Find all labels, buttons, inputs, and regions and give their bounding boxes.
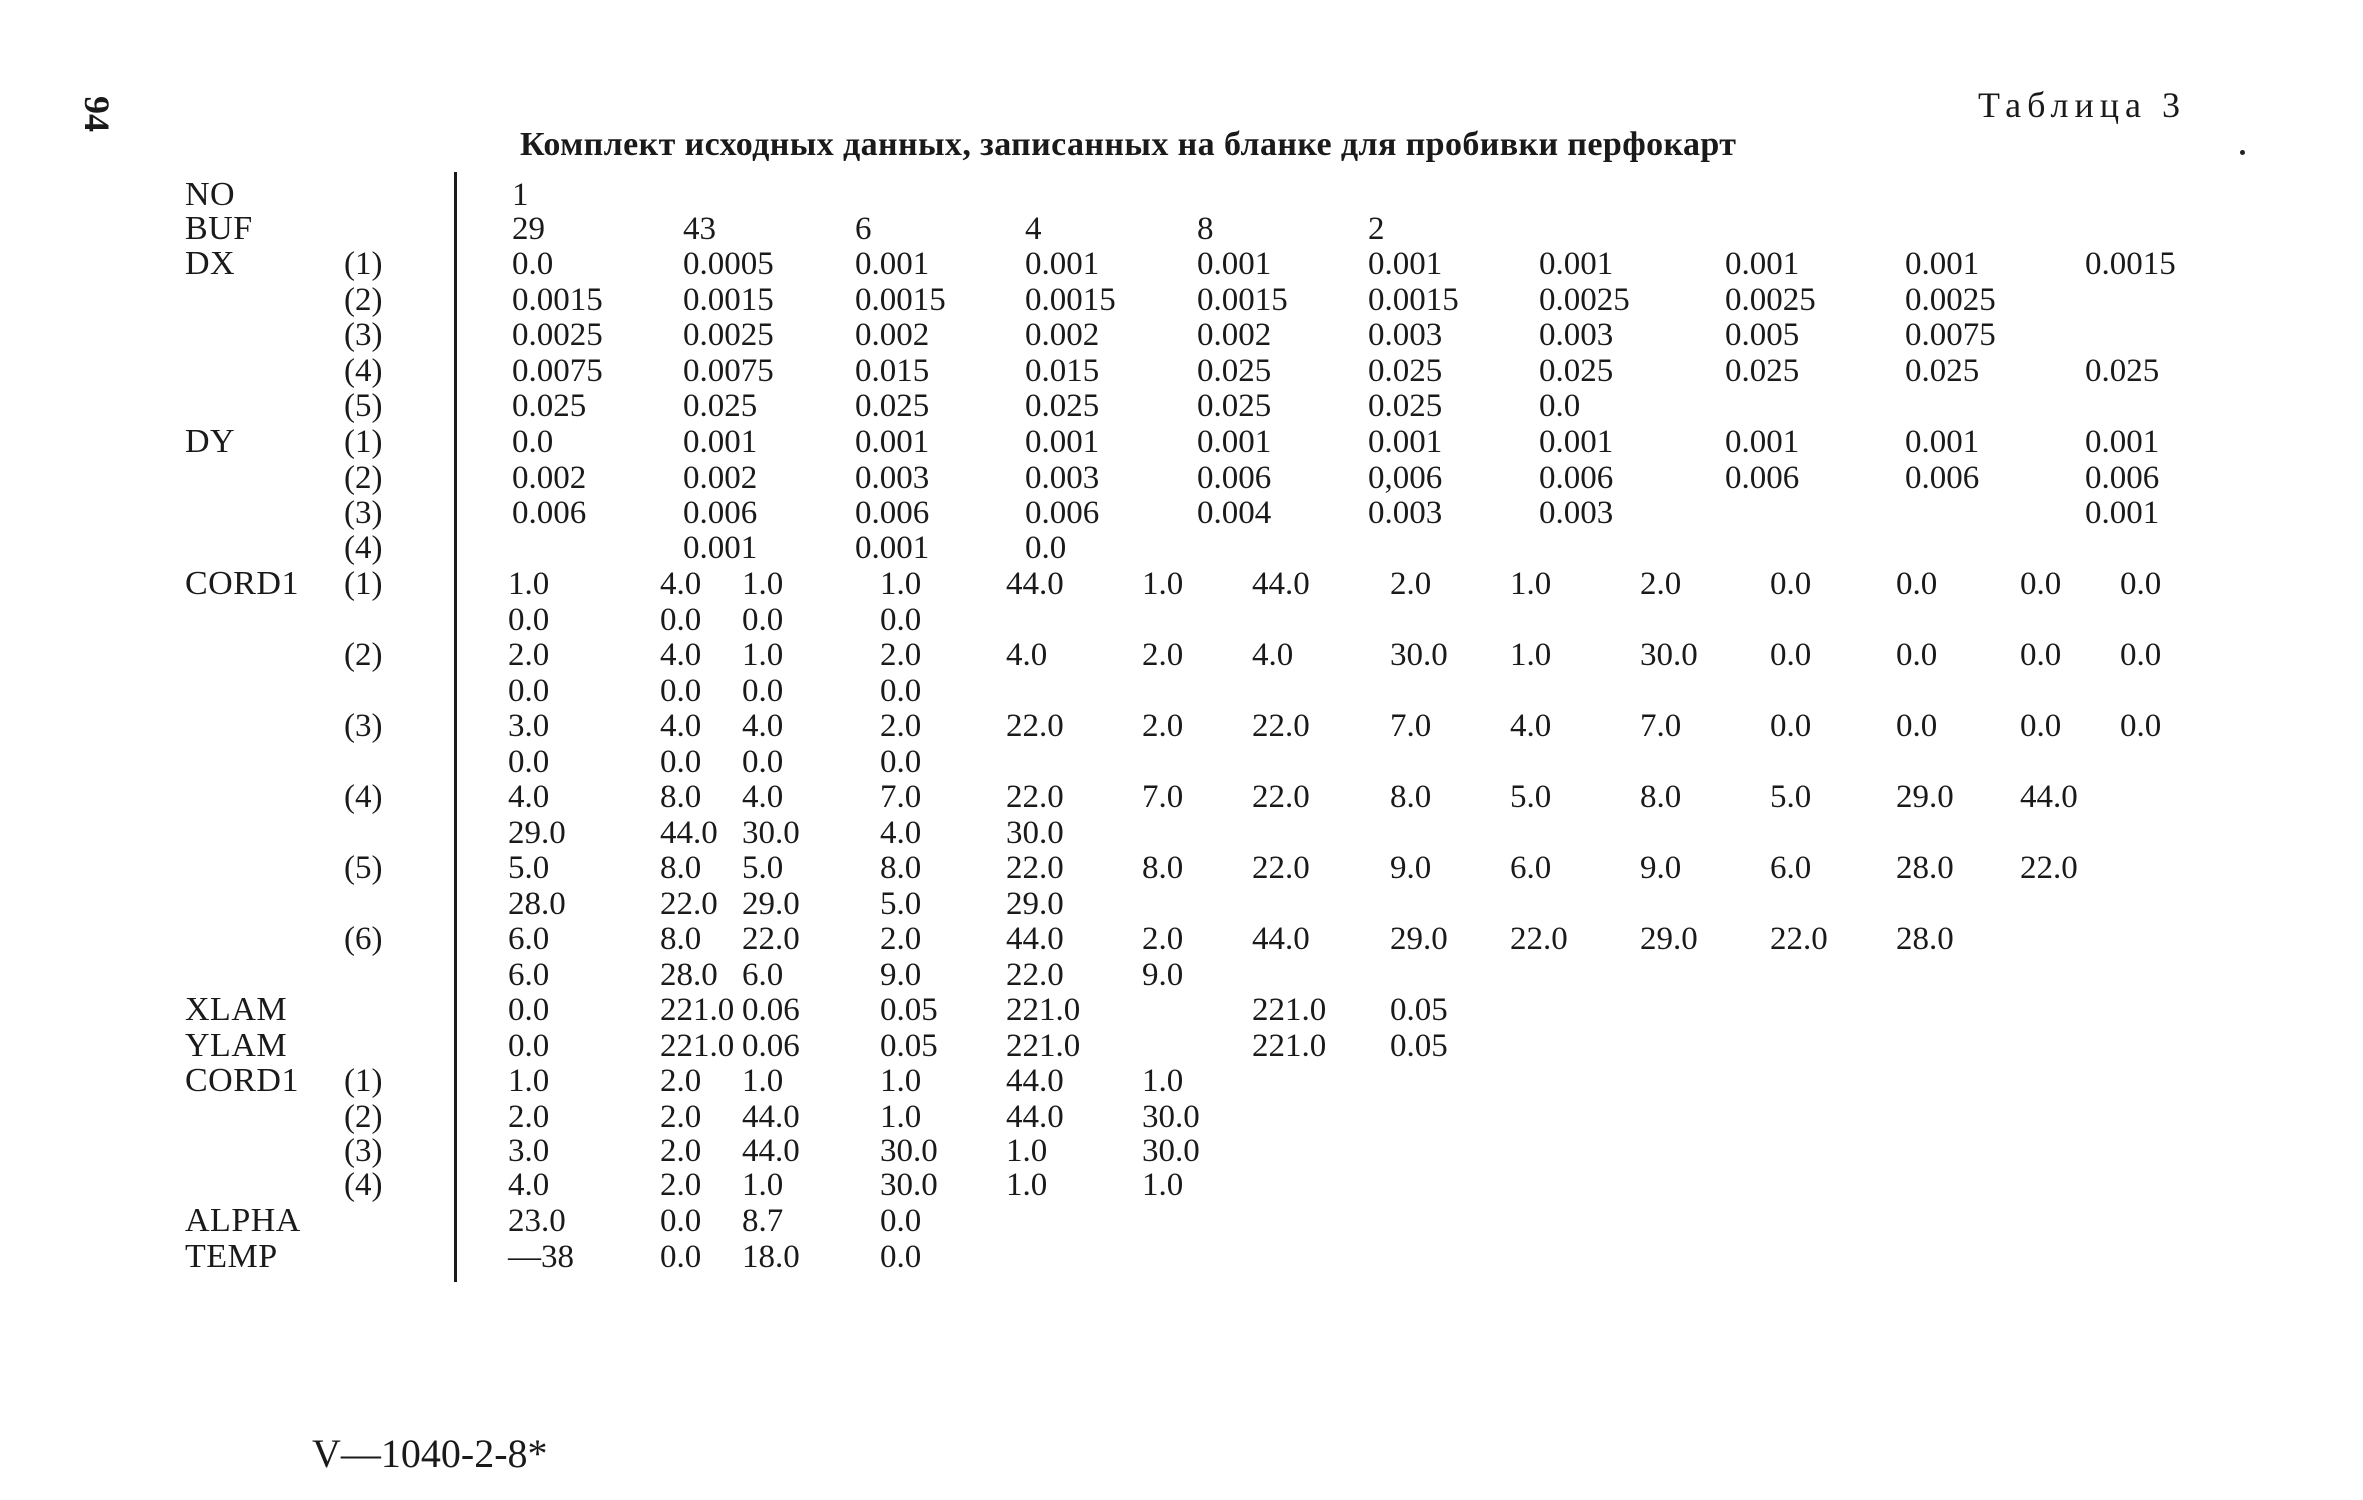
- table-cell: 0.0015: [855, 282, 946, 318]
- table-cell: 44.0: [1252, 921, 1310, 957]
- table-cell: 221.0: [1006, 1028, 1081, 1064]
- table-cell: 1.0: [880, 1099, 922, 1135]
- row-name: NO: [185, 176, 236, 213]
- row-name: DX: [185, 245, 236, 282]
- table-cell: 0.05: [880, 1028, 938, 1064]
- table-cell: —38: [508, 1239, 574, 1275]
- table-cell: 8: [1197, 211, 1214, 247]
- table-cell: 30.0: [742, 815, 800, 851]
- table-cell: 44.0: [742, 1133, 800, 1169]
- table-cell: 5.0: [1770, 779, 1812, 815]
- table-cell: 0.0025: [683, 317, 774, 353]
- table-cell: 2.0: [660, 1063, 702, 1099]
- table-cell: 1.0: [1142, 566, 1184, 602]
- table-cell: 0.0075: [683, 353, 774, 389]
- table-cell: 22.0: [1252, 779, 1310, 815]
- table-cell: 1.0: [1142, 1063, 1184, 1099]
- table-cell: 0.006: [1197, 460, 1272, 496]
- table-cell: 2.0: [1640, 566, 1682, 602]
- table-cell: 0.003: [1539, 495, 1614, 531]
- table-cell: 2.0: [880, 637, 922, 673]
- page-number: 94: [77, 96, 117, 132]
- table-cell: 0.0: [508, 1028, 550, 1064]
- table-cell: 0.006: [1905, 460, 1980, 496]
- row-index: (3): [344, 317, 383, 353]
- table-cell: 0,006: [1368, 460, 1443, 496]
- table-cell: 18.0: [742, 1239, 800, 1275]
- table-cell: 0.025: [1197, 353, 1272, 389]
- table-cell: 7.0: [1640, 708, 1682, 744]
- row-index: (3): [344, 495, 383, 531]
- table-cell: 28.0: [660, 957, 718, 993]
- table-cell: 29.0: [1640, 921, 1698, 957]
- table-cell: 0.0: [2020, 637, 2062, 673]
- table-cell: 2.0: [660, 1099, 702, 1135]
- table-cell: 0.006: [683, 495, 758, 531]
- row-index: (1): [344, 566, 383, 602]
- table-cell: 44.0: [1006, 1063, 1064, 1099]
- table-cell: 9.0: [1142, 957, 1184, 993]
- table-cell: 0.001: [1368, 424, 1443, 460]
- table-cell: 3.0: [508, 1133, 550, 1169]
- table-cell: 0.025: [512, 388, 587, 424]
- row-name: CORD1: [185, 1062, 299, 1099]
- row-index: (6): [344, 921, 383, 957]
- table-cell: 0.003: [855, 460, 930, 496]
- row-name: CORD1: [185, 565, 299, 602]
- table-cell: 0.025: [1368, 388, 1443, 424]
- table-cell: 0.001: [1725, 246, 1800, 282]
- table-cell: 8.0: [1390, 779, 1432, 815]
- table-cell: 22.0: [1006, 779, 1064, 815]
- table-cell: 0.06: [742, 992, 800, 1028]
- table-cell: 0.0: [742, 602, 784, 638]
- table-cell: 5.0: [880, 886, 922, 922]
- table-cell: 0.001: [683, 530, 758, 566]
- table-cell: 44.0: [1006, 566, 1064, 602]
- row-index: (2): [344, 460, 383, 496]
- table-cell: 0.001: [1025, 424, 1100, 460]
- table-cell: 0.001: [855, 246, 930, 282]
- table-cell: 7.0: [1142, 779, 1184, 815]
- row-name: YLAM: [185, 1027, 288, 1064]
- table-cell: 4.0: [1252, 637, 1294, 673]
- table-cell: 0.0: [1770, 708, 1812, 744]
- table-cell: 2.0: [1142, 921, 1184, 957]
- table-cell: 6.0: [508, 957, 550, 993]
- table-cell: 0.025: [1725, 353, 1800, 389]
- table-cell: 1.0: [742, 566, 784, 602]
- table-cell: 6.0: [1510, 850, 1552, 886]
- table-cell: 0.015: [855, 353, 930, 389]
- table-cell: 221.0: [1252, 1028, 1327, 1064]
- table-cell: 1.0: [742, 1063, 784, 1099]
- table-cell: 0.0: [2120, 566, 2162, 602]
- table-cell: 30.0: [880, 1133, 938, 1169]
- table-cell: 4.0: [1510, 708, 1552, 744]
- table-cell: 0.0: [508, 992, 550, 1028]
- table-cell: 29.0: [1390, 921, 1448, 957]
- table-cell: 8.0: [660, 921, 702, 957]
- table-cell: 0.0005: [683, 246, 774, 282]
- table-cell: 1.0: [880, 1063, 922, 1099]
- table-cell: 0.001: [1725, 424, 1800, 460]
- table-cell: 30.0: [1640, 637, 1698, 673]
- table-cell: 22.0: [1252, 708, 1310, 744]
- table-cell: 29.0: [1006, 886, 1064, 922]
- table-cell: 1.0: [1006, 1133, 1048, 1169]
- row-index: (3): [344, 708, 383, 744]
- table-cell: 2: [1368, 211, 1385, 247]
- table-cell: 44.0: [1006, 921, 1064, 957]
- table-cell: 22.0: [2020, 850, 2078, 886]
- table-cell: 0.0: [512, 246, 554, 282]
- table-cell: 0.0: [660, 1203, 702, 1239]
- table-cell: 0.0: [1896, 566, 1938, 602]
- table-cell: 0.004: [1197, 495, 1272, 531]
- table-cell: 0.003: [1368, 495, 1443, 531]
- table-cell: 1.0: [1006, 1167, 1048, 1203]
- table-cell: 9.0: [1390, 850, 1432, 886]
- table-cell: 1: [512, 177, 529, 213]
- table-cell: 0.001: [683, 424, 758, 460]
- row-index: (4): [344, 530, 383, 566]
- table-cell: 0.0: [660, 673, 702, 709]
- table-cell: 0.001: [2085, 495, 2160, 531]
- table-cell: 0.0: [1539, 388, 1581, 424]
- table-cell: 0.0: [660, 1239, 702, 1275]
- table-cell: 29.0: [742, 886, 800, 922]
- table-cell: 5.0: [1510, 779, 1552, 815]
- table-cell: 0.0075: [1905, 317, 1996, 353]
- table-cell: 0.0: [2120, 637, 2162, 673]
- table-cell: 0.006: [512, 495, 587, 531]
- row-index: (5): [344, 850, 383, 886]
- table-cell: 1.0: [508, 1063, 550, 1099]
- table-cell: 0.001: [1539, 246, 1614, 282]
- table-cell: 0.0015: [1025, 282, 1116, 318]
- table-cell: 0.0: [880, 673, 922, 709]
- table-cell: 22.0: [1006, 850, 1064, 886]
- row-index: (3): [344, 1133, 383, 1169]
- table-cell: 0.001: [1905, 424, 1980, 460]
- table-cell: 0.0015: [1368, 282, 1459, 318]
- table-cell: 0.002: [512, 460, 587, 496]
- table-cell: 2.0: [880, 708, 922, 744]
- table-cell: 0.0: [880, 1239, 922, 1275]
- table-cell: 1.0: [1510, 566, 1552, 602]
- table-cell: 0.001: [1905, 246, 1980, 282]
- table-cell: 0.001: [1197, 424, 1272, 460]
- table-cell: 30.0: [1006, 815, 1064, 851]
- table-cell: 0.002: [855, 317, 930, 353]
- table-cell: 221.0: [1252, 992, 1327, 1028]
- table-cell: 1.0: [742, 1167, 784, 1203]
- table-cell: 0.025: [855, 388, 930, 424]
- table-cell: 4: [1025, 211, 1042, 247]
- table-cell: 6: [855, 211, 872, 247]
- table-cell: 0.0: [1025, 530, 1067, 566]
- table-cell: 7.0: [1390, 708, 1432, 744]
- table-cell: 0.025: [1025, 388, 1100, 424]
- table-cell: 4.0: [508, 779, 550, 815]
- table-cell: 1.0: [880, 566, 922, 602]
- table-cell: 0.002: [683, 460, 758, 496]
- row-index: (1): [344, 1063, 383, 1099]
- row-name: TEMP: [185, 1238, 278, 1275]
- table-cell: 22.0: [1006, 957, 1064, 993]
- table-cell: 0.0075: [512, 353, 603, 389]
- table-cell: 0.0015: [683, 282, 774, 318]
- table-cell: 4.0: [660, 708, 702, 744]
- table-cell: 0.0: [1770, 637, 1812, 673]
- table-cell: 8.7: [742, 1203, 784, 1239]
- table-cell: 0.005: [1725, 317, 1800, 353]
- table-cell: 0.025: [1197, 388, 1272, 424]
- table-cell: 1.0: [742, 637, 784, 673]
- row-index: (2): [344, 282, 383, 318]
- table-cell: 0.0: [508, 744, 550, 780]
- table-cell: 7.0: [880, 779, 922, 815]
- row-name: XLAM: [185, 991, 288, 1028]
- table-cell: 0.001: [1197, 246, 1272, 282]
- table-cell: 0.006: [1025, 495, 1100, 531]
- table-cell: 2.0: [508, 1099, 550, 1135]
- table-cell: 0.0025: [1725, 282, 1816, 318]
- table-cell: 1.0: [1510, 637, 1552, 673]
- table-cell: 0.025: [683, 388, 758, 424]
- row-index: (4): [344, 779, 383, 815]
- table-cell: 0.0: [1896, 637, 1938, 673]
- table-cell: 5.0: [742, 850, 784, 886]
- table-cell: 0.006: [855, 495, 930, 531]
- table-cell: 0.002: [1025, 317, 1100, 353]
- table-cell: 0.001: [1368, 246, 1443, 282]
- table-cell: 0.025: [2085, 353, 2160, 389]
- table-cell: 0.003: [1539, 317, 1614, 353]
- table-cell: 8.0: [660, 779, 702, 815]
- table-caption: Комплект исходных данных, записанных на бланке для пробивки перфокарт: [520, 126, 1737, 163]
- table-cell: 2.0: [660, 1167, 702, 1203]
- table-cell: 0.001: [1025, 246, 1100, 282]
- row-index: (4): [344, 353, 383, 389]
- table-cell: 0.05: [880, 992, 938, 1028]
- table-cell: 0.0: [880, 1203, 922, 1239]
- row-index: (1): [344, 424, 383, 460]
- table-cell: 0.0025: [512, 317, 603, 353]
- table-cell: 0.0025: [1905, 282, 1996, 318]
- table-cell: 2.0: [880, 921, 922, 957]
- table-cell: 0.025: [1368, 353, 1443, 389]
- table-cell: 0.006: [2085, 460, 2160, 496]
- table-cell: 23.0: [508, 1203, 566, 1239]
- footer-code: V—1040-2-8*: [312, 1431, 548, 1476]
- table-cell: 6.0: [508, 921, 550, 957]
- table-cell: 22.0: [742, 921, 800, 957]
- table-cell: 44.0: [2020, 779, 2078, 815]
- table-cell: 30.0: [1142, 1133, 1200, 1169]
- table-cell: 30.0: [1142, 1099, 1200, 1135]
- table-cell: 3.0: [508, 708, 550, 744]
- table-cell: 28.0: [1896, 921, 1954, 957]
- table-cell: 0.0: [742, 744, 784, 780]
- table-cell: 0.0015: [512, 282, 603, 318]
- table-cell: 6.0: [742, 957, 784, 993]
- table-cell: 221.0: [660, 1028, 735, 1064]
- table-cell: 4.0: [880, 815, 922, 851]
- table-cell: 8.0: [1142, 850, 1184, 886]
- table-cell: 0.0: [880, 744, 922, 780]
- table-cell: 30.0: [1390, 637, 1448, 673]
- table-cell: 8.0: [660, 850, 702, 886]
- table-cell: 2.0: [660, 1133, 702, 1169]
- table-cell: 0.06: [742, 1028, 800, 1064]
- table-cell: 4.0: [1006, 637, 1048, 673]
- table-cell: 1.0: [508, 566, 550, 602]
- table-cell: 8.0: [1640, 779, 1682, 815]
- table-cell: 8.0: [880, 850, 922, 886]
- row-index: (2): [344, 637, 383, 673]
- table-cell: 44.0: [742, 1099, 800, 1135]
- table-cell: 0.001: [855, 530, 930, 566]
- table-cell: 30.0: [880, 1167, 938, 1203]
- table-cell: 0.001: [1539, 424, 1614, 460]
- table-cell: 2.0: [1142, 708, 1184, 744]
- table-cell: 0.006: [1539, 460, 1614, 496]
- table-cell: 221.0: [660, 992, 735, 1028]
- table-cell: 29.0: [1896, 779, 1954, 815]
- table-cell: 2.0: [1390, 566, 1432, 602]
- table-cell: 0.0: [880, 602, 922, 638]
- row-name: ALPHA: [185, 1202, 301, 1239]
- row-index: (2): [344, 1099, 383, 1135]
- table-cell: 22.0: [1510, 921, 1568, 957]
- table-cell: 4.0: [742, 779, 784, 815]
- table-cell: 0.0: [660, 602, 702, 638]
- table-cell: 43: [683, 211, 716, 247]
- table-cell: 0.006: [1725, 460, 1800, 496]
- table-cell: 2.0: [508, 637, 550, 673]
- table-cell: 0.002: [1197, 317, 1272, 353]
- table-cell: 0.0: [660, 744, 702, 780]
- row-name: BUF: [185, 210, 253, 247]
- table-cell: 0.0015: [2085, 246, 2176, 282]
- table-cell: 4.0: [742, 708, 784, 744]
- table-cell: 221.0: [1006, 992, 1081, 1028]
- row-index: (4): [344, 1167, 383, 1203]
- table-cell: 0.025: [1905, 353, 1980, 389]
- table-cell: 9.0: [880, 957, 922, 993]
- table-cell: 0.0: [1896, 708, 1938, 744]
- table-cell: 0.0: [2020, 708, 2062, 744]
- table-cell: 22.0: [1006, 708, 1064, 744]
- table-cell: 4.0: [660, 637, 702, 673]
- table-cell: 0.0025: [1539, 282, 1630, 318]
- table-cell: 0.0: [2120, 708, 2162, 744]
- table-cell: 22.0: [1770, 921, 1828, 957]
- table-cell: 0.0: [512, 424, 554, 460]
- table-cell: 6.0: [1770, 850, 1812, 886]
- row-index: (5): [344, 388, 383, 424]
- table-cell: 0.0: [508, 602, 550, 638]
- table-cell: 0.003: [1368, 317, 1443, 353]
- table-cell: 44.0: [1006, 1099, 1064, 1135]
- table-cell: 0.0015: [1197, 282, 1288, 318]
- table-cell: 0.025: [1539, 353, 1614, 389]
- table-cell: 0.0: [508, 673, 550, 709]
- row-name: DY: [185, 423, 236, 460]
- table-cell: 0.0: [1770, 566, 1812, 602]
- table-cell: 0.003: [1025, 460, 1100, 496]
- table-cell: 22.0: [660, 886, 718, 922]
- table-cell: 28.0: [1896, 850, 1954, 886]
- table-label: Таблица 3: [1978, 85, 2186, 125]
- table-cell: 44.0: [1252, 566, 1310, 602]
- table-cell: 0.001: [2085, 424, 2160, 460]
- table-cell: 29: [512, 211, 545, 247]
- table-cell: 28.0: [508, 886, 566, 922]
- table-cell: 9.0: [1640, 850, 1682, 886]
- table-cell: 0.05: [1390, 992, 1448, 1028]
- table-cell: 4.0: [508, 1167, 550, 1203]
- table-cell: 2.0: [1142, 637, 1184, 673]
- table-cell: 22.0: [1252, 850, 1310, 886]
- table-cell: 4.0: [660, 566, 702, 602]
- table-cell: 5.0: [508, 850, 550, 886]
- table-cell: 0.001: [855, 424, 930, 460]
- table-cell: 29.0: [508, 815, 566, 851]
- table-cell: 0.0: [742, 673, 784, 709]
- table-cell: 1.0: [1142, 1167, 1184, 1203]
- table-cell: 0.015: [1025, 353, 1100, 389]
- row-index: (1): [344, 246, 383, 282]
- table-cell: 0.05: [1390, 1028, 1448, 1064]
- table-cell: 44.0: [660, 815, 718, 851]
- table-cell: 0.0: [2020, 566, 2062, 602]
